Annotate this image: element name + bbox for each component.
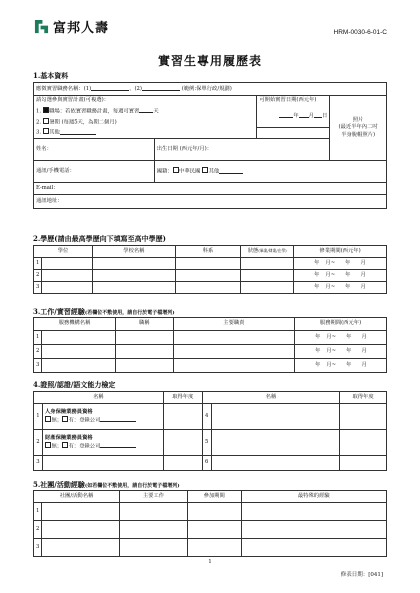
row-number: 6 — [202, 456, 211, 471]
fubon-logo-icon — [34, 19, 49, 34]
edu-cell[interactable] — [93, 282, 176, 294]
no-option: 無； — [51, 417, 63, 424]
s3-note: (若欄位不敷使用，請自行於電子檔增列) — [84, 310, 175, 316]
checkbox-icon[interactable] — [62, 442, 68, 448]
edu-cell[interactable] — [42, 270, 93, 282]
nationality-field[interactable] — [154, 161, 386, 183]
work-header-org: 服務機構名稱 — [34, 318, 116, 331]
work-period-cell[interactable] — [295, 331, 387, 345]
checkbox-checked-icon[interactable] — [43, 107, 49, 113]
work-header-duty: 主要職責 — [173, 318, 294, 331]
photo-label-2: (最近半年內二吋 — [338, 124, 378, 131]
checkbox-icon[interactable] — [43, 118, 49, 124]
license-header-year: 取得年度 — [163, 392, 202, 404]
work-table — [33, 317, 387, 373]
row-number: 3 — [34, 539, 42, 557]
edu-cell[interactable] — [175, 282, 241, 294]
activity-cell[interactable] — [187, 521, 241, 539]
period-year: 年 — [315, 361, 321, 368]
license-cell[interactable] — [211, 456, 339, 471]
edu-cell[interactable] — [175, 258, 241, 270]
program-label: 請勾選參與實習計畫(可複選)： — [34, 96, 257, 106]
nation-opt2: 其他 — [208, 168, 220, 175]
edu-cell[interactable] — [42, 258, 93, 270]
form-title: 實習生專用履歷表 — [157, 54, 262, 68]
date-month: 月 — [308, 113, 314, 120]
phone-field[interactable] — [34, 161, 155, 183]
work-cell[interactable] — [115, 331, 173, 345]
section-5-heading — [33, 480, 180, 490]
email-field[interactable] — [34, 183, 387, 195]
s3-title: 3.工作/實習經驗 — [33, 307, 85, 316]
activity-header-period: 參加期間 — [187, 491, 241, 503]
program-option-2[interactable]: 2. 暑期 (每週5天，為期二個月) — [34, 117, 257, 128]
row-number: 3 — [34, 282, 42, 294]
license-header-name-2: 名稱 — [202, 392, 339, 404]
edu-period-cell[interactable] — [294, 270, 387, 282]
period-year: 年 — [314, 259, 320, 266]
apply-example: (範例:保單行政/規劃) — [181, 85, 232, 92]
address-field[interactable] — [34, 195, 387, 209]
yes-option: 有：登錄公司 — [68, 443, 101, 450]
apply-position-field[interactable] — [34, 83, 387, 96]
activity-cell[interactable] — [120, 539, 188, 557]
section-3-heading — [33, 307, 175, 317]
row-number: 1 — [34, 258, 42, 270]
license-year-cell[interactable] — [163, 404, 202, 430]
work-period-cell[interactable] — [295, 359, 387, 373]
license-year-cell[interactable] — [163, 456, 202, 471]
activity-cell[interactable] — [187, 539, 241, 557]
email-label: E-mail： — [36, 184, 59, 191]
license-cell[interactable] — [42, 456, 163, 471]
license-year-cell[interactable] — [340, 456, 387, 471]
work-cell[interactable] — [115, 345, 173, 359]
work-header-period: 服務期間(西元年) — [295, 318, 387, 331]
status-note: (畢業/肄業/在學) — [258, 247, 287, 253]
edu-cell[interactable] — [42, 282, 93, 294]
s5-note: (如若欄位不敷使用，請自行於電子檔增列) — [84, 483, 180, 489]
license-header-name: 名稱 — [34, 392, 164, 404]
s5-title: 5.社團/活動經驗 — [33, 480, 85, 489]
edu-cell[interactable] — [175, 270, 241, 282]
activity-cell[interactable] — [241, 539, 386, 557]
company-logo — [34, 17, 109, 36]
activity-cell[interactable] — [42, 503, 120, 521]
edu-cell[interactable] — [93, 270, 176, 282]
work-cell[interactable] — [42, 331, 116, 345]
row-number: 1 — [34, 331, 42, 345]
nation-opt1: 中華民國 — [179, 168, 201, 175]
work-cell[interactable] — [115, 359, 173, 373]
period-year: 年 — [314, 283, 320, 290]
birth-label: 出生日期 (西元年/月)： — [156, 145, 212, 152]
activity-cell[interactable] — [42, 539, 120, 557]
section-1-heading: 1.基本資料 — [33, 71, 69, 80]
license-header-year-2: 取得年度 — [340, 392, 387, 404]
opt2-text: 暑期 (每週5天，為期二個月) — [49, 119, 117, 126]
activity-header-name: 社團/活動名稱 — [34, 491, 120, 503]
row-number: 3 — [34, 456, 43, 471]
period-year: 年 — [346, 333, 352, 340]
document-number: HRM-0030-6-01-C — [333, 29, 387, 36]
name-label: 姓名： — [36, 145, 52, 152]
row-number: 3 — [34, 359, 42, 373]
photo-box[interactable] — [330, 96, 387, 161]
period-year: 年 — [345, 259, 351, 266]
period-month: 月~ — [325, 259, 336, 266]
property-license-title: 財產保險業務員資格 — [44, 434, 93, 441]
license-cell[interactable] — [211, 430, 339, 456]
period-year: 年 — [345, 283, 351, 290]
period-year: 年 — [315, 333, 321, 340]
activity-cell[interactable] — [187, 503, 241, 521]
edu-period-cell[interactable] — [294, 258, 387, 270]
activity-cell[interactable] — [120, 521, 188, 539]
company-blank[interactable] — [100, 442, 136, 448]
period-year: 年 — [315, 347, 321, 354]
program-option-1[interactable]: 1. 職場：若依實習職務計畫，每週可實習 天 — [34, 106, 257, 117]
edu-header-period: 修業期間(西元年) — [294, 246, 387, 258]
birth-field[interactable] — [154, 139, 330, 161]
program-option-3[interactable]: 3. 其他 — [34, 128, 257, 139]
period-year: 年 — [314, 271, 320, 278]
apply-label: 應徵實習職務名稱：(1) — [36, 85, 92, 92]
edu-cell[interactable] — [241, 282, 294, 294]
work-cell[interactable] — [173, 331, 294, 345]
no-option: 無； — [51, 443, 63, 450]
photo-label-1: 照片 — [352, 117, 364, 124]
activity-cell[interactable] — [241, 521, 386, 539]
activity-cell[interactable] — [241, 503, 386, 521]
period-month: 月 — [360, 259, 366, 266]
section-4-heading: 4.證照/認證/語文能力檢定 — [33, 380, 116, 389]
opt1-unit: 天 — [153, 108, 159, 115]
row-number: 5 — [202, 430, 211, 456]
license-cell[interactable] — [211, 404, 339, 430]
row-number: 4 — [202, 404, 211, 430]
opt1-text: 職場：若依實習職務計畫，每週可實習 — [49, 108, 140, 115]
apply-mid: 、(2) — [129, 85, 142, 92]
property-insurance-license-cell[interactable] — [42, 430, 163, 456]
nation-other-blank[interactable] — [219, 168, 243, 174]
page-number: 1 — [208, 559, 212, 565]
nation-label: 國籍： — [156, 168, 173, 175]
work-period-cell[interactable] — [295, 345, 387, 359]
yes-option: 有：登錄公司 — [68, 417, 101, 424]
row-number: 1 — [34, 503, 42, 521]
start-date-field[interactable] — [257, 106, 330, 128]
edu-cell[interactable] — [241, 258, 294, 270]
edu-header-school: 學校名稱 — [93, 246, 176, 258]
edu-period-cell[interactable] — [294, 282, 387, 294]
license-table — [33, 391, 387, 471]
section-2-heading: 2.學歷(請由最高學歷向下填寫至高中學歷) — [33, 234, 166, 243]
date-day: 日 — [321, 113, 328, 120]
status-header-text: 狀態 — [247, 247, 259, 254]
education-table — [33, 245, 387, 294]
row-number: 2 — [34, 270, 42, 282]
period-month: 月~ — [325, 283, 336, 290]
period-month: 月~ — [325, 271, 336, 278]
name-field[interactable] — [34, 139, 155, 161]
life-insurance-license-cell[interactable] — [42, 404, 163, 430]
license-year-cell[interactable] — [340, 404, 387, 430]
activity-header-role: 主要工作 — [120, 491, 188, 503]
edu-header-status — [241, 246, 294, 258]
activity-cell[interactable] — [120, 503, 188, 521]
checkbox-icon[interactable] — [173, 167, 179, 173]
activity-header-experience: 最特殊的經驗 — [241, 491, 386, 503]
period-year: 年 — [346, 347, 352, 354]
license-year-cell[interactable] — [340, 430, 387, 456]
work-header-title: 職稱 — [115, 318, 173, 331]
opt3-text: 其他 — [49, 129, 60, 136]
work-cell[interactable] — [173, 345, 294, 359]
row-number: 2 — [34, 521, 42, 539]
empty-cell — [257, 128, 330, 139]
edu-header-dept: 科系 — [175, 246, 241, 258]
work-cell[interactable] — [173, 359, 294, 373]
edu-cell[interactable] — [93, 258, 176, 270]
license-year-cell[interactable] — [163, 430, 202, 456]
work-cell[interactable] — [42, 359, 116, 373]
row-number: 2 — [34, 345, 42, 359]
start-date-label: 可開始實習日期(西元年) — [257, 96, 330, 106]
checkbox-icon[interactable] — [202, 167, 208, 173]
company-blank[interactable] — [100, 416, 136, 422]
apply-blank-1[interactable] — [91, 85, 129, 91]
basic-info-table — [33, 82, 387, 209]
period-month: 月 — [360, 283, 366, 290]
checkbox-icon[interactable] — [43, 128, 49, 134]
period-month: 月 — [361, 361, 367, 368]
days-blank[interactable] — [139, 107, 153, 113]
period-year: 年 — [346, 361, 352, 368]
period-month: 月~ — [326, 347, 337, 354]
work-cell[interactable] — [42, 345, 116, 359]
life-license-title: 人身保險業務員資格 — [44, 408, 93, 415]
apply-blank-2[interactable] — [142, 85, 180, 91]
phone-label: 通訊/手機電話： — [36, 167, 75, 174]
activity-cell[interactable] — [42, 521, 120, 539]
edu-cell[interactable] — [241, 270, 294, 282]
edu-header-degree: 學位 — [34, 246, 93, 258]
period-month: 月~ — [326, 361, 337, 368]
logo-text: 富邦人壽 — [53, 21, 110, 36]
period-month: 月 — [361, 347, 367, 354]
address-label: 通訊地址： — [36, 197, 63, 204]
activity-table — [33, 490, 387, 557]
revision-date: 修表日期：[041] — [340, 572, 383, 578]
other-blank[interactable] — [60, 129, 96, 135]
period-month: 月 — [360, 271, 366, 278]
photo-label-3: 半身脫帽照片) — [341, 131, 376, 138]
checkbox-icon[interactable] — [62, 416, 68, 422]
period-month: 月~ — [326, 333, 337, 340]
date-year: 年 — [293, 113, 299, 120]
row-number: 2 — [34, 430, 43, 456]
row-number: 1 — [34, 404, 43, 430]
period-month: 月 — [361, 333, 367, 340]
period-year: 年 — [345, 271, 351, 278]
